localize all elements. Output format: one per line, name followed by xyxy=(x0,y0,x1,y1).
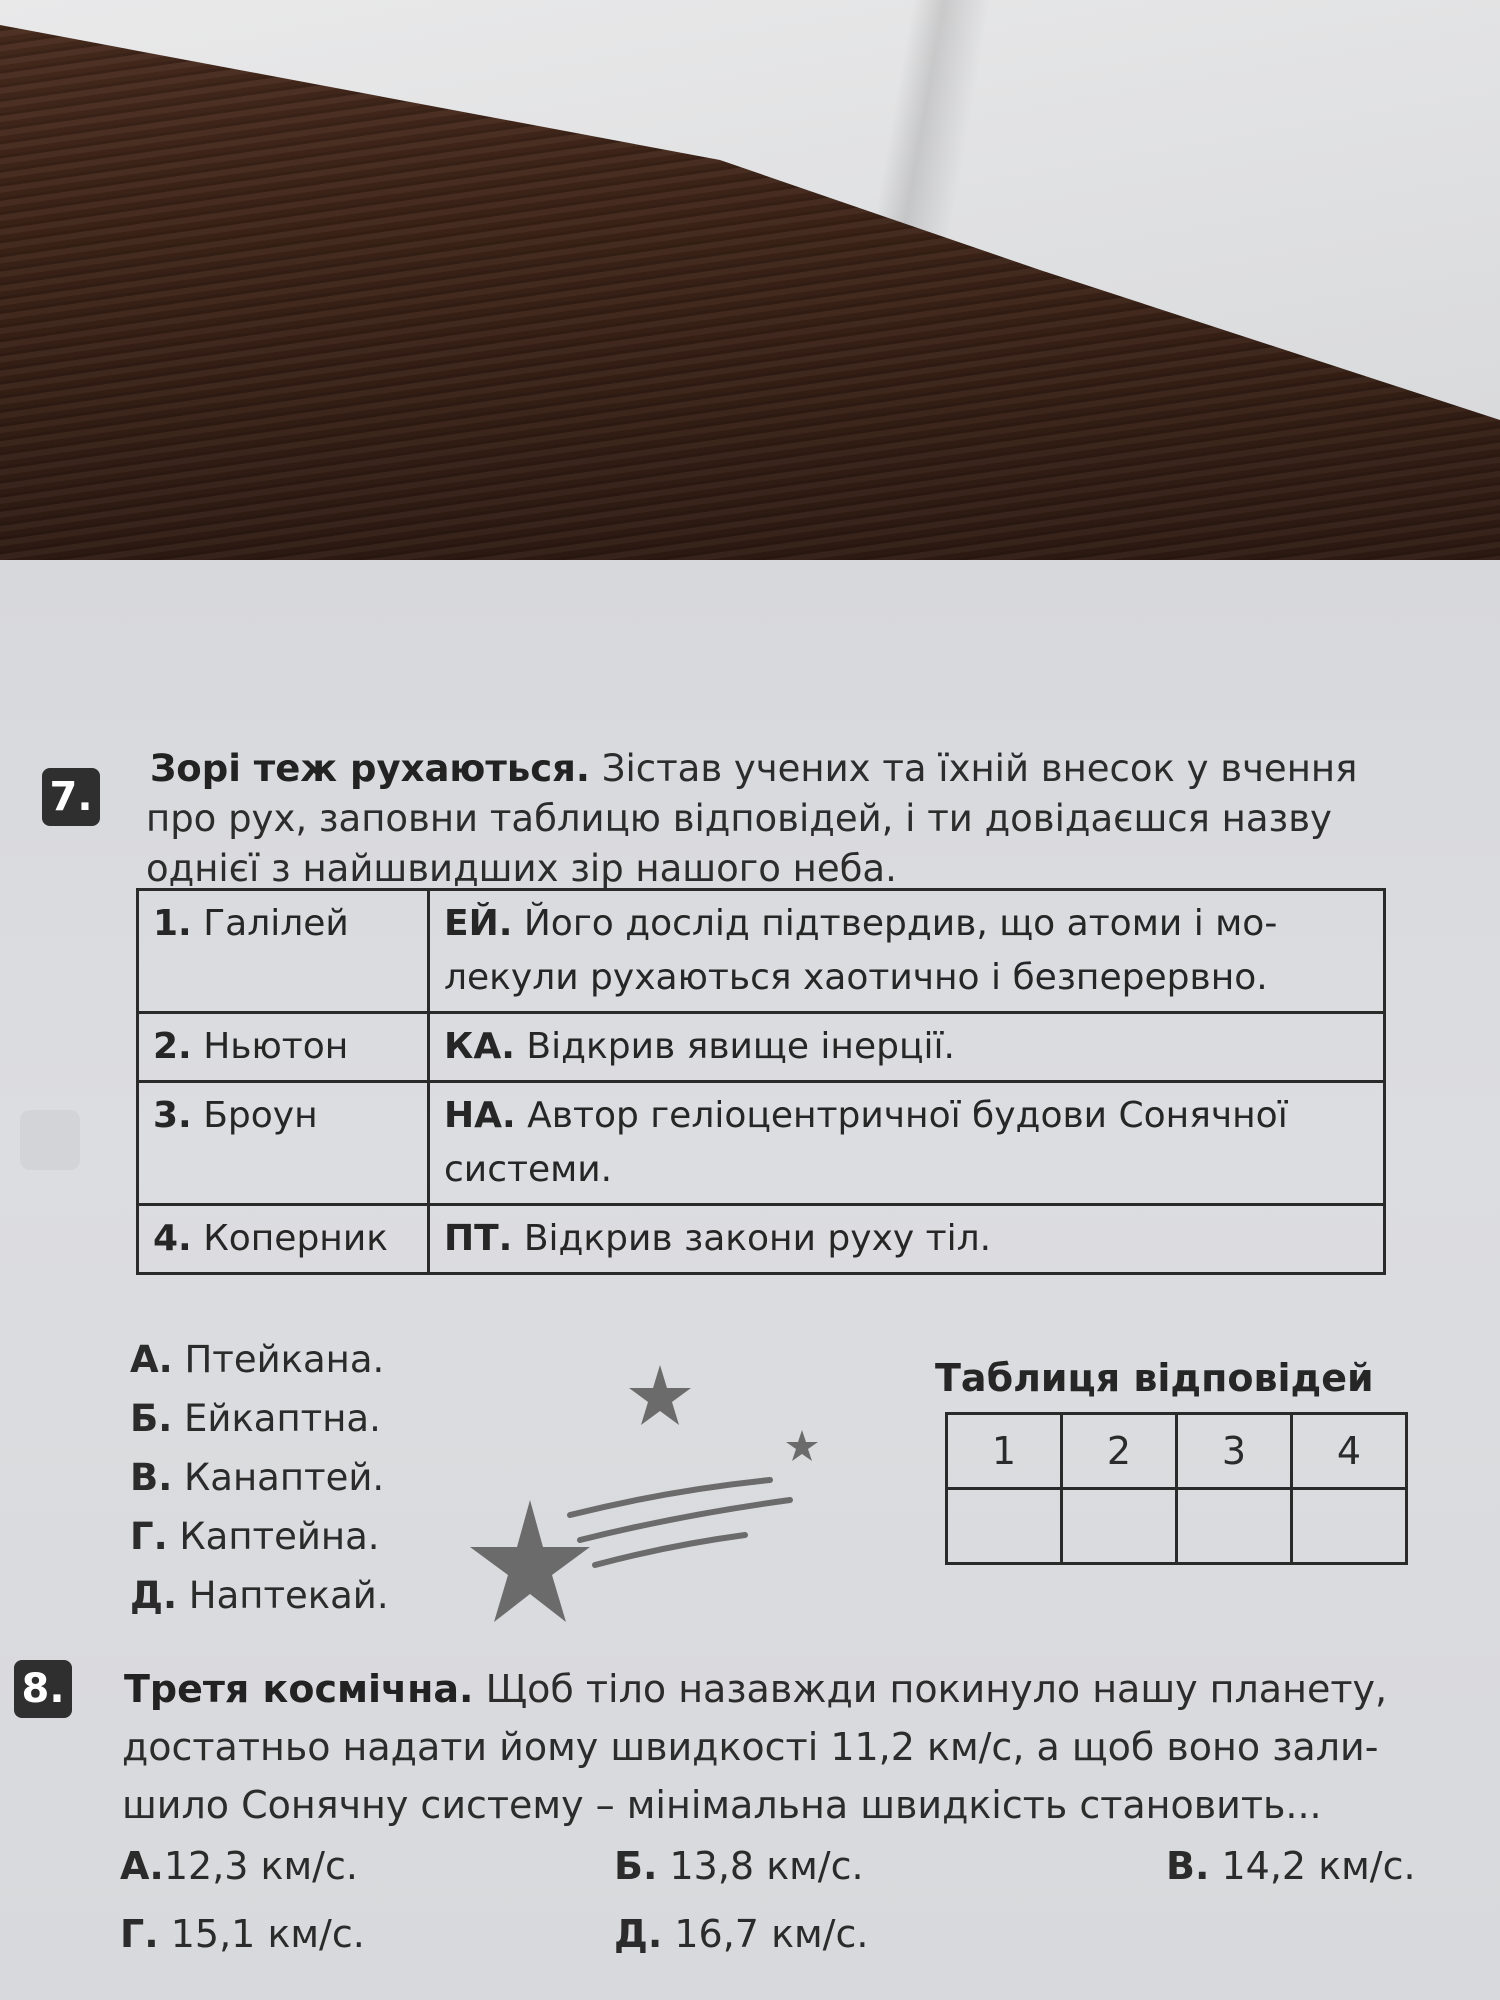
list-item xyxy=(130,1507,389,1566)
task8-number-badge: 8. xyxy=(14,1660,72,1718)
option-text: 14,2 км/с. xyxy=(1221,1844,1416,1888)
contribution-cell xyxy=(429,1082,1385,1205)
task7-number-badge: 7. xyxy=(42,768,100,826)
contribution-text: Автор геліоцентричної будови Сонячної xyxy=(527,1095,1288,1136)
list-item xyxy=(130,1566,389,1625)
tiny-star-icon xyxy=(786,1430,818,1461)
contribution-code: НА. xyxy=(444,1095,516,1136)
option-letter: Д. xyxy=(614,1912,663,1956)
large-star-icon xyxy=(470,1500,590,1622)
list-item xyxy=(120,1832,614,1900)
contribution-text-cont: системи. xyxy=(444,1149,613,1190)
scientist-number: 3. xyxy=(153,1095,192,1136)
contribution-text-cont: лекули рухаються хаотично і безперервно. xyxy=(444,957,1268,998)
option-letter: Д. xyxy=(130,1574,178,1617)
contribution-text: Його дослід підтвердив, що атоми і мо- xyxy=(523,903,1278,944)
answer-blank-cell[interactable] xyxy=(1062,1489,1177,1564)
table-row xyxy=(947,1489,1407,1564)
option-letter: Г. xyxy=(130,1515,168,1558)
scientist-name: Броун xyxy=(203,1095,318,1136)
contribution-code: КА. xyxy=(444,1026,515,1067)
matching-table xyxy=(136,888,1386,1275)
option-letter: А. xyxy=(130,1338,173,1381)
answer-table xyxy=(945,1412,1408,1565)
contribution-cell xyxy=(429,1205,1385,1274)
task8-options xyxy=(120,1832,1450,1968)
option-letter: А. xyxy=(120,1844,164,1888)
task7-title: Зорі теж рухаються. xyxy=(150,747,590,790)
option-text: 13,8 км/с. xyxy=(669,1844,864,1888)
table-row xyxy=(947,1414,1407,1489)
answer-blank-cell[interactable] xyxy=(947,1489,1062,1564)
option-letter: Б. xyxy=(130,1397,173,1440)
scientist-name: Коперник xyxy=(203,1218,388,1259)
option-text: Птейкана. xyxy=(184,1338,385,1381)
answer-table-title: Таблиця відповідей xyxy=(935,1356,1374,1400)
contribution-cell xyxy=(429,890,1385,1013)
table-row xyxy=(138,1205,1385,1274)
list-item xyxy=(1166,1832,1416,1900)
small-star-icon xyxy=(629,1365,691,1425)
scientist-number: 4. xyxy=(153,1218,192,1259)
option-text: Ейкаптна. xyxy=(184,1397,381,1440)
task8-line1: Щоб тіло назавжди покинуло нашу планету, xyxy=(485,1667,1388,1711)
task7-options xyxy=(130,1330,389,1625)
option-letter: В. xyxy=(130,1456,173,1499)
options-row xyxy=(120,1900,1450,1968)
option-text: Канаптей. xyxy=(184,1456,385,1499)
task8-title: Третя космічна. xyxy=(124,1667,474,1711)
scientist-cell xyxy=(138,1205,429,1274)
scientist-cell xyxy=(138,890,429,1013)
trail-line xyxy=(595,1535,745,1565)
task7-line3: однієї з найшвидших зір нашого неба. xyxy=(146,847,897,890)
list-item xyxy=(130,1448,389,1507)
options-row xyxy=(120,1832,1450,1900)
contribution-code: ПТ. xyxy=(444,1218,513,1259)
option-text: 16,7 км/с. xyxy=(674,1912,869,1956)
scientist-name: Ньютон xyxy=(203,1026,349,1067)
contribution-cell xyxy=(429,1013,1385,1082)
option-letter: Б. xyxy=(614,1844,658,1888)
answer-blank-cell[interactable] xyxy=(1292,1489,1407,1564)
table-row xyxy=(138,890,1385,1013)
list-item xyxy=(130,1389,389,1448)
answer-header-cell: 3 xyxy=(1177,1414,1292,1489)
answer-header-cell: 4 xyxy=(1292,1414,1407,1489)
scientist-name: Галілей xyxy=(203,903,349,944)
option-letter: В. xyxy=(1166,1844,1210,1888)
option-text: 12,3 км/с. xyxy=(163,1844,358,1888)
option-text: 15,1 км/с. xyxy=(170,1912,365,1956)
list-item xyxy=(120,1900,614,1968)
contribution-text: Відкрив явище інерції. xyxy=(526,1026,955,1067)
scientist-cell xyxy=(138,1082,429,1205)
task8-line2: достатньо надати йому швидкості 11,2 км/с, а щоб воно зали- xyxy=(122,1725,1379,1769)
scientist-number: 2. xyxy=(153,1026,192,1067)
option-text: Каптейна. xyxy=(179,1515,380,1558)
scientist-cell xyxy=(138,1013,429,1082)
answer-blank-cell[interactable] xyxy=(1177,1489,1292,1564)
task7-line1: Зістав учених та їхній внесок у вчення xyxy=(601,747,1358,790)
contribution-text: Відкрив закони руху тіл. xyxy=(523,1218,992,1259)
task7-heading-line xyxy=(150,744,1357,794)
scientist-number: 1. xyxy=(153,903,192,944)
task7-line2: про рух, заповни таблицю відповідей, і ти довідаєшся назву xyxy=(146,797,1332,840)
option-letter: Г. xyxy=(120,1912,159,1956)
table-row xyxy=(138,1082,1385,1205)
list-item xyxy=(614,1900,868,1968)
answer-header-cell: 2 xyxy=(1062,1414,1177,1489)
task8-line3: шило Сонячну систему – мінімальна швидкість становить... xyxy=(122,1783,1322,1827)
table-row xyxy=(138,1013,1385,1082)
list-item xyxy=(614,1832,1166,1900)
task8-heading-line xyxy=(124,1664,1387,1714)
list-item xyxy=(130,1330,389,1389)
contribution-code: ЕЙ. xyxy=(444,903,513,944)
option-text: Наптекай. xyxy=(188,1574,389,1617)
shooting-stars-illustration xyxy=(470,1350,850,1650)
answer-header-cell: 1 xyxy=(947,1414,1062,1489)
